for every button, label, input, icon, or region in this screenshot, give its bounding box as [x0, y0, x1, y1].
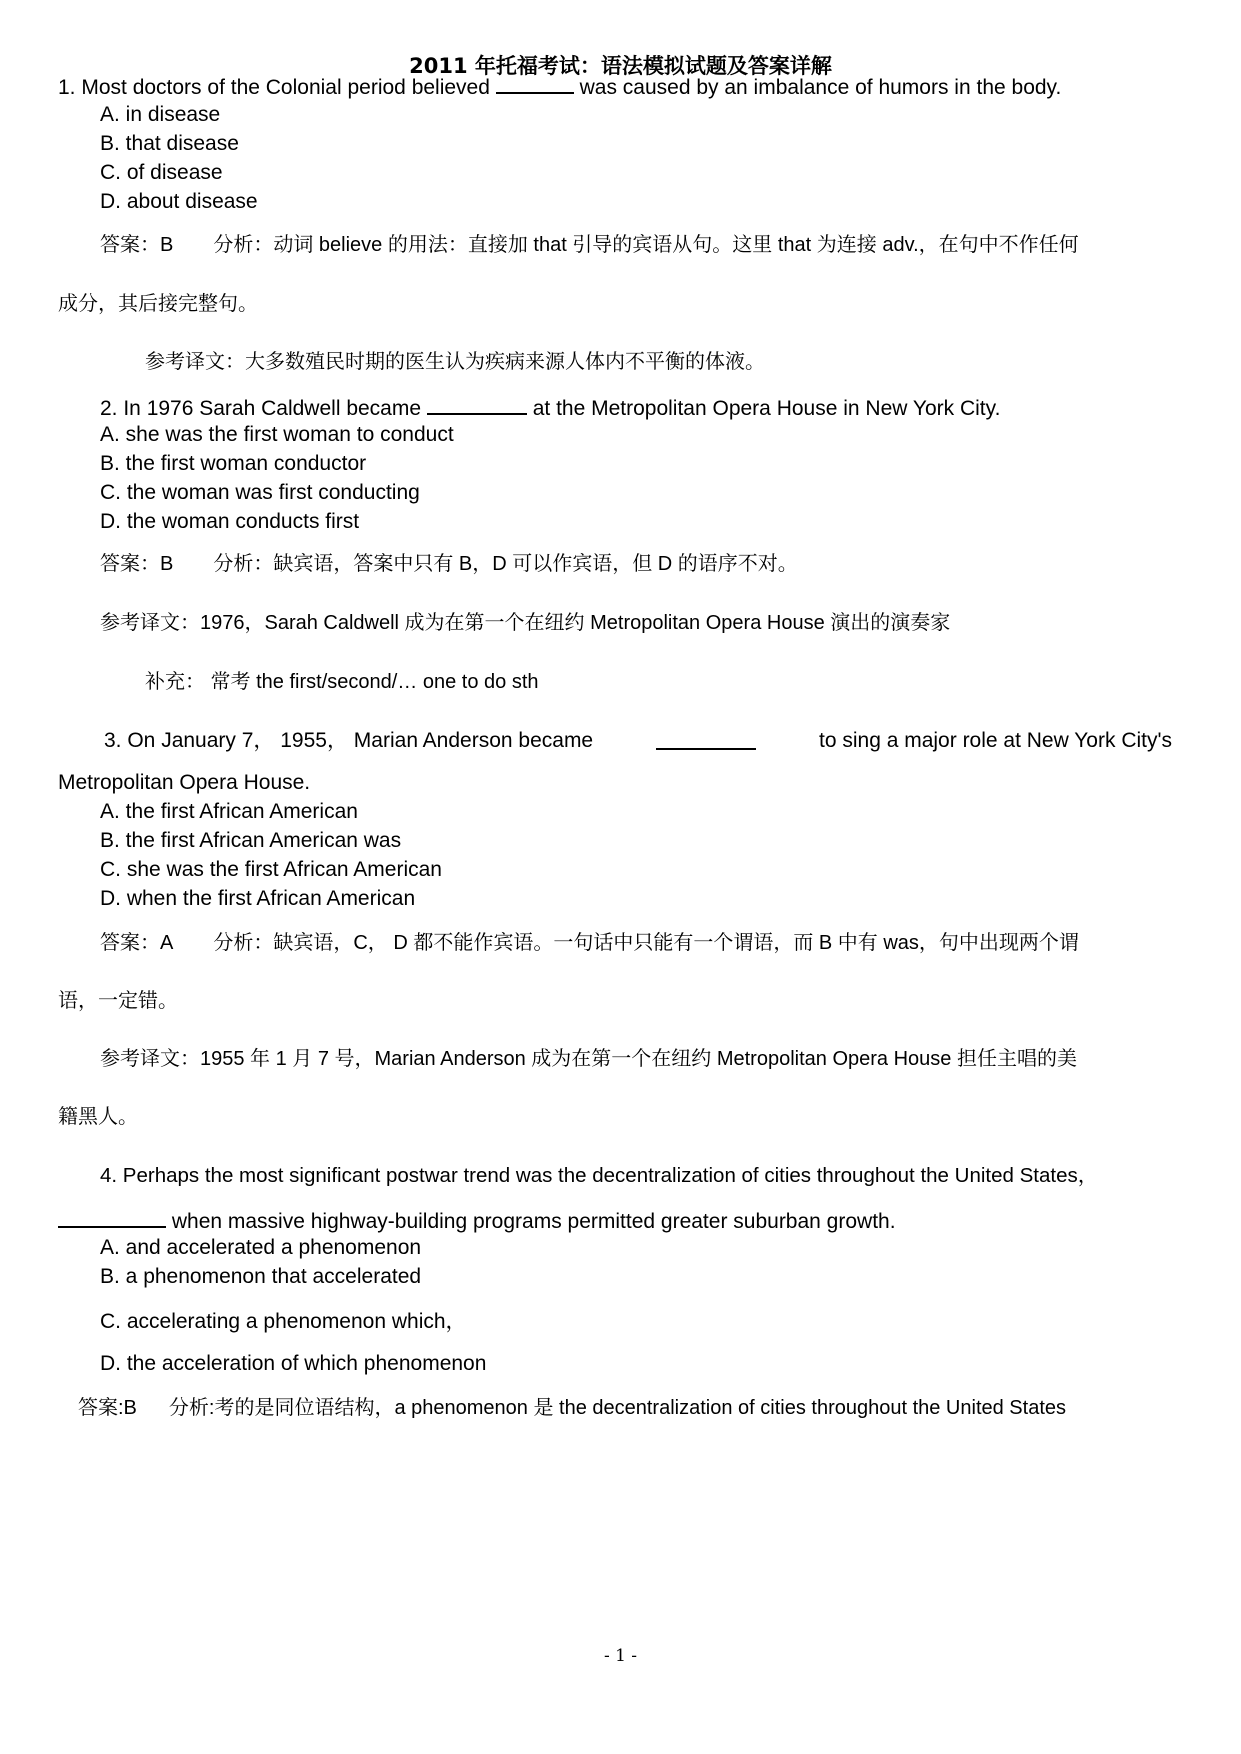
question-4-stem-continued [58, 1208, 896, 1232]
question-2-translation: 参考译文：1976，Sarah Caldwell 成为在第一个在纽约 Metropolitan Opera House 演出的演奏家 [100, 612, 951, 634]
question-1-analysis [100, 235, 1180, 255]
question-3-stem [104, 730, 1172, 751]
question-3-option-b: B. the first African American was [100, 829, 402, 852]
question-2-option-c: C. the woman was first conducting [100, 481, 420, 504]
question-1-analysis-text: 分析：动词 believe 的用法：直接加 that 引导的宾语从句。这里 that 为连接 adv.，在句中不作任何 [213, 234, 1079, 256]
question-4-analysis [78, 1398, 1066, 1418]
question-3-option-a: A. the first African American [100, 800, 358, 823]
question-2-option-b: B. the first woman conductor [100, 452, 367, 475]
question-4-option-a: A. and accelerated a phenomenon [100, 1236, 422, 1259]
question-4-stem: 4. Perhaps the most significant postwar trend was the decentralization of cities throughout the United States， [100, 1164, 1099, 1187]
question-2-analysis [100, 554, 798, 574]
question-1-option-d: D. about disease [100, 190, 258, 213]
answer-blank [427, 395, 527, 415]
question-4-answer: 答案:B [78, 1397, 137, 1419]
question-4-stem-after: when massive highway-building programs permitted greater suburban growth. [171, 1210, 896, 1233]
question-2-option-a: A. she was the first woman to conduct [100, 423, 454, 446]
question-1-answer: 答案：B [100, 234, 174, 256]
question-3-stem-continued: Metropolitan Opera House. [58, 771, 311, 794]
question-1-option-c: C. of disease [100, 161, 223, 184]
answer-blank [496, 74, 574, 94]
question-3-translation: 参考译文：1955 年 1 月 7 号，Marian Anderson 成为在第一个在纽约 Metropolitan Opera House 担任主唱的美 [100, 1048, 1077, 1070]
question-1-translation: 参考译文：大多数殖民时期的医生认为疾病来源人体内不平衡的体液。 [145, 351, 765, 373]
question-2-option-d: D. the woman conducts first [100, 510, 360, 533]
question-1-option-a: A. in disease [100, 103, 221, 126]
answer-blank [58, 1208, 166, 1228]
question-1-option-b: B. that disease [100, 132, 239, 155]
question-3-stem-before: 3. On January 7， 1955， Marian Anderson became [104, 729, 594, 752]
page-number: - 1 - [603, 1646, 638, 1666]
question-2-supplement: 补充： 常考 the first/second/… one to do sth [145, 671, 539, 693]
question-3-translation-continued: 籍黑人。 [58, 1106, 138, 1128]
question-3-option-d: D. when the first African American [100, 887, 416, 910]
question-3-analysis-continued: 语，一定错。 [58, 990, 178, 1012]
question-2-stem-before: 2. In 1976 Sarah Caldwell became [100, 397, 422, 420]
question-2-stem-after: at the Metropolitan Opera House in New York City. [532, 397, 1001, 420]
question-1-stem-after: was caused by an imbalance of humors in the body. [579, 76, 1062, 99]
page-title: 2011 年托福考试：语法模拟试题及答案详解 [409, 54, 832, 78]
question-4-analysis-text: 分析:考的是同位语结构，a phenomenon 是 the decentralization of cities throughout the United States [168, 1397, 1067, 1419]
question-1-stem-before: 1. Most doctors of the Colonial period believed [58, 76, 490, 99]
question-2-analysis-text: 分析：缺宾语，答案中只有 B，D 可以作宾语，但 D 的语序不对。 [213, 553, 798, 575]
question-4-option-c: C. accelerating a phenomenon which， [100, 1310, 467, 1333]
question-3-stem-after: to sing a major role at New York City's [819, 729, 1172, 752]
question-2-stem [100, 395, 1000, 419]
question-1-stem [58, 74, 1061, 98]
question-3-option-c: C. she was the first African American [100, 858, 442, 881]
question-3-answer: 答案：A [100, 932, 174, 954]
question-2-answer: 答案：B [100, 553, 174, 575]
question-4-option-b: B. a phenomenon that accelerated [100, 1265, 422, 1288]
question-3-analysis [100, 933, 1174, 953]
question-3-analysis-text: 分析：缺宾语，C， D 都不能作宾语。一句话中只能有一个谓语，而 B 中有 was，句中出现两个谓 [213, 932, 1079, 954]
question-1-analysis-continued: 成分，其后接完整句。 [58, 293, 258, 315]
question-4-option-d: D. the acceleration of which phenomenon [100, 1352, 487, 1375]
answer-blank [656, 730, 756, 750]
